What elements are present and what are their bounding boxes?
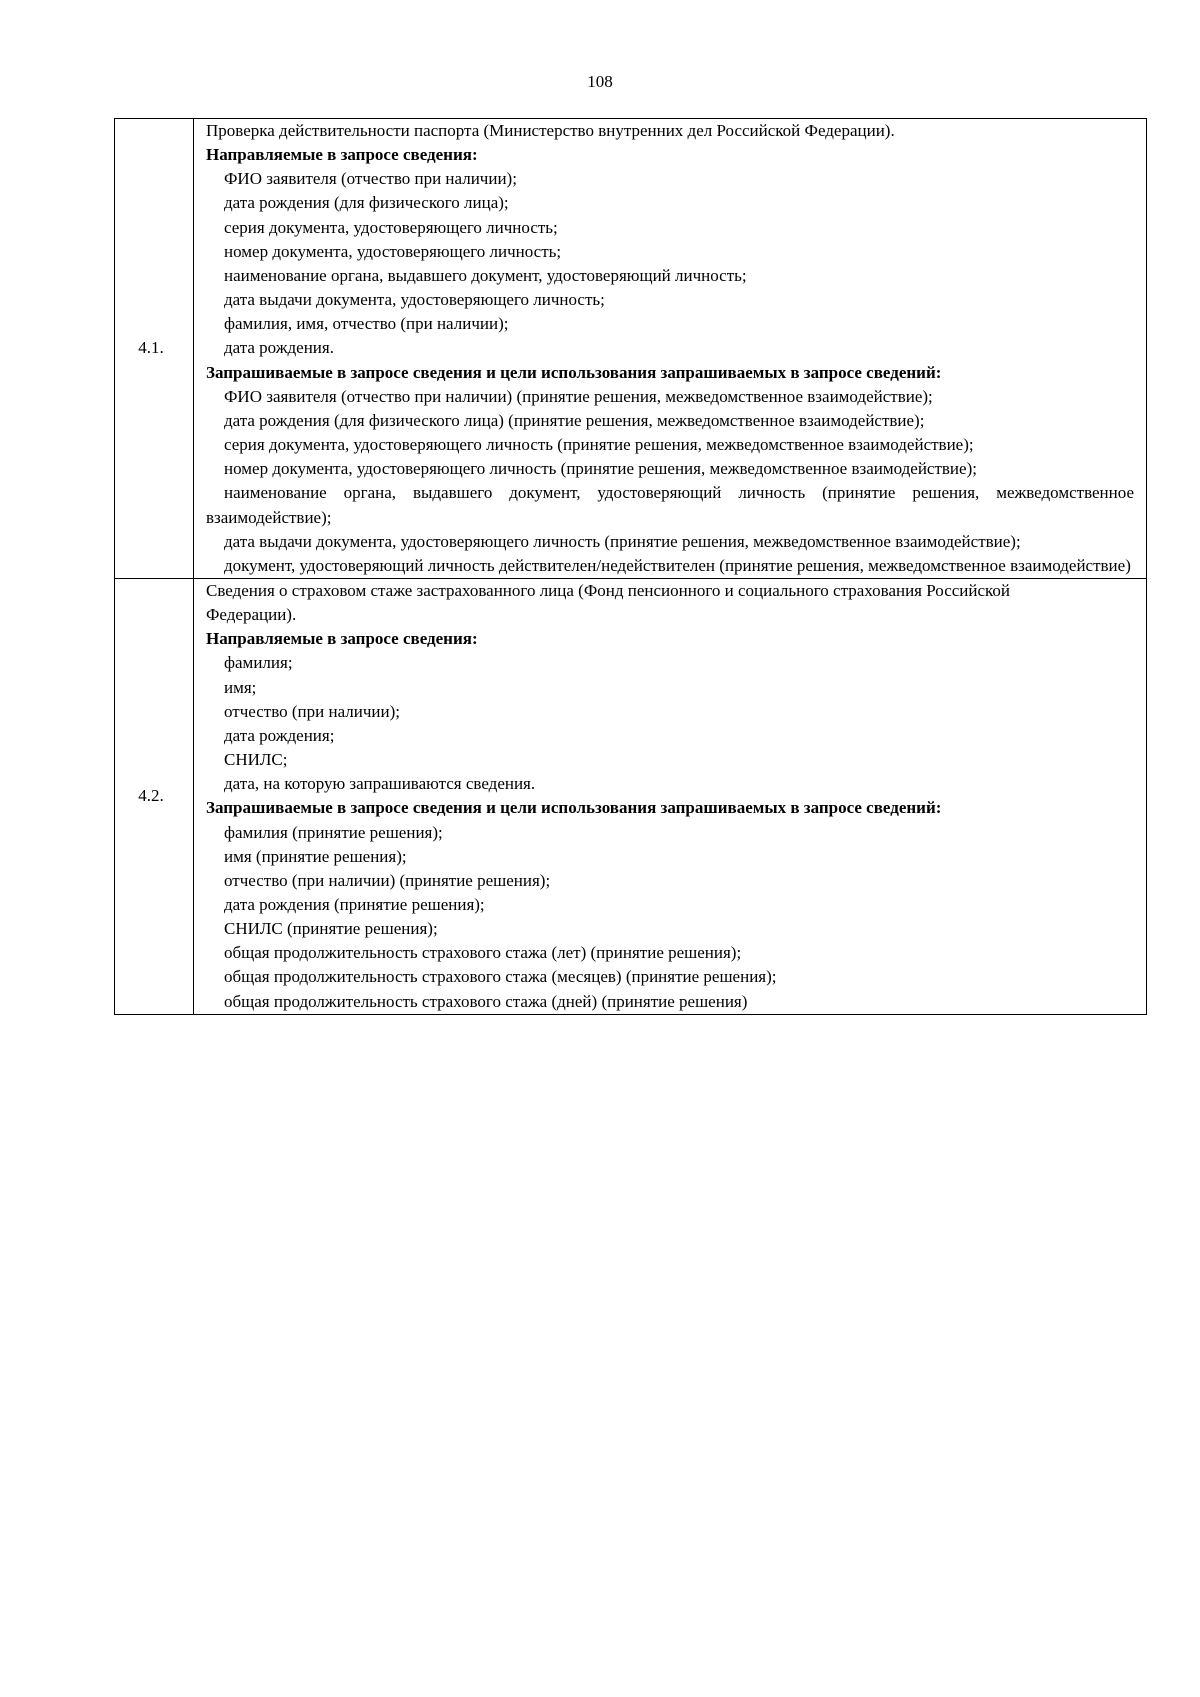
- list-item: дата рождения;: [224, 725, 335, 745]
- list-item: дата рождения (для физического лица);: [224, 193, 509, 213]
- table-row: [115, 119, 1147, 579]
- row-content: [194, 578, 1147, 1014]
- list-item: отчество (при наличии) (принятие решения);: [224, 870, 551, 890]
- row-number: 4.2.: [115, 578, 194, 1014]
- list-item: фамилия;: [224, 653, 293, 673]
- row-title: Проверка действительности паспорта (Министерство внутренних дел Российской Федерации).: [206, 121, 895, 140]
- list-item: общая продолжительность страхового стажа (лет) (принятие решения);: [224, 943, 742, 963]
- sent-heading: Направляемые в запросе сведения:: [206, 629, 478, 649]
- list-item: серия документа, удостоверяющего личность;: [224, 217, 558, 237]
- row-content: [194, 119, 1147, 579]
- list-item: серия документа, удостоверяющего личность (принятие решения, межведомственное взаимодействие);: [224, 435, 974, 455]
- list-item: наименование органа, выдавшего документ, удостоверяющий личность;: [224, 265, 747, 285]
- table-row: [115, 578, 1147, 1014]
- list-item: дата рождения (принятие решения);: [224, 895, 485, 914]
- list-item: общая продолжительность страхового стажа (месяцев) (принятие решения);: [224, 967, 777, 987]
- list-item: дата выдачи документа, удостоверяющего личность (принятие решения, межведомственное взаимодействие);: [224, 531, 1021, 551]
- list-item: наименование органа, выдавшего документ, удостоверяющий личность (принятие решения, межведомственное взаимодействие);: [206, 483, 1134, 527]
- list-item: фамилия, имя, отчество (при наличии);: [224, 314, 509, 334]
- list-item: документ, удостоверяющий личность действителен/недействителен (принятие решения, межведомственное взаимодействие): [224, 555, 1131, 575]
- page-number: 108: [587, 72, 613, 91]
- list-item: отчество (при наличии);: [224, 701, 400, 721]
- list-item: дата, на которую запрашиваются сведения.: [224, 774, 536, 794]
- sent-heading: Направляемые в запросе сведения:: [206, 145, 478, 165]
- list-item: номер документа, удостоверяющего личность;: [224, 241, 562, 261]
- list-item: имя (принятие решения);: [224, 846, 407, 866]
- list-item: дата рождения (для физического лица) (принятие решения, межведомственное взаимодействие);: [224, 410, 925, 430]
- list-item: имя;: [224, 677, 257, 697]
- row-title: Сведения о страховом стаже застрахованного лица (Фонд пенсионного и социального страхования Российской Федерации).: [206, 580, 1011, 625]
- services-table: [114, 118, 1147, 1015]
- list-item: дата рождения.: [224, 338, 334, 358]
- requested-heading: Запрашиваемые в запросе сведения и цели использования запрашиваемых в запросе сведений:: [206, 362, 942, 382]
- requested-heading: Запрашиваемые в запросе сведения и цели использования запрашиваемых в запросе сведений:: [206, 798, 942, 818]
- list-item: ФИО заявителя (отчество при наличии) (принятие решения, межведомственное взаимодействие);: [224, 386, 933, 406]
- list-item: общая продолжительность страхового стажа (дней) (принятие решения): [224, 991, 748, 1011]
- list-item: номер документа, удостоверяющего личность (принятие решения, межведомственное взаимодействие);: [224, 459, 977, 479]
- list-item: фамилия (принятие решения);: [224, 822, 443, 842]
- list-item: СНИЛС;: [224, 750, 288, 770]
- list-item: ФИО заявителя (отчество при наличии);: [224, 169, 517, 189]
- row-number: 4.1.: [115, 119, 194, 579]
- list-item: СНИЛС (принятие решения);: [224, 919, 438, 939]
- list-item: дата выдачи документа, удостоверяющего личность;: [224, 290, 605, 310]
